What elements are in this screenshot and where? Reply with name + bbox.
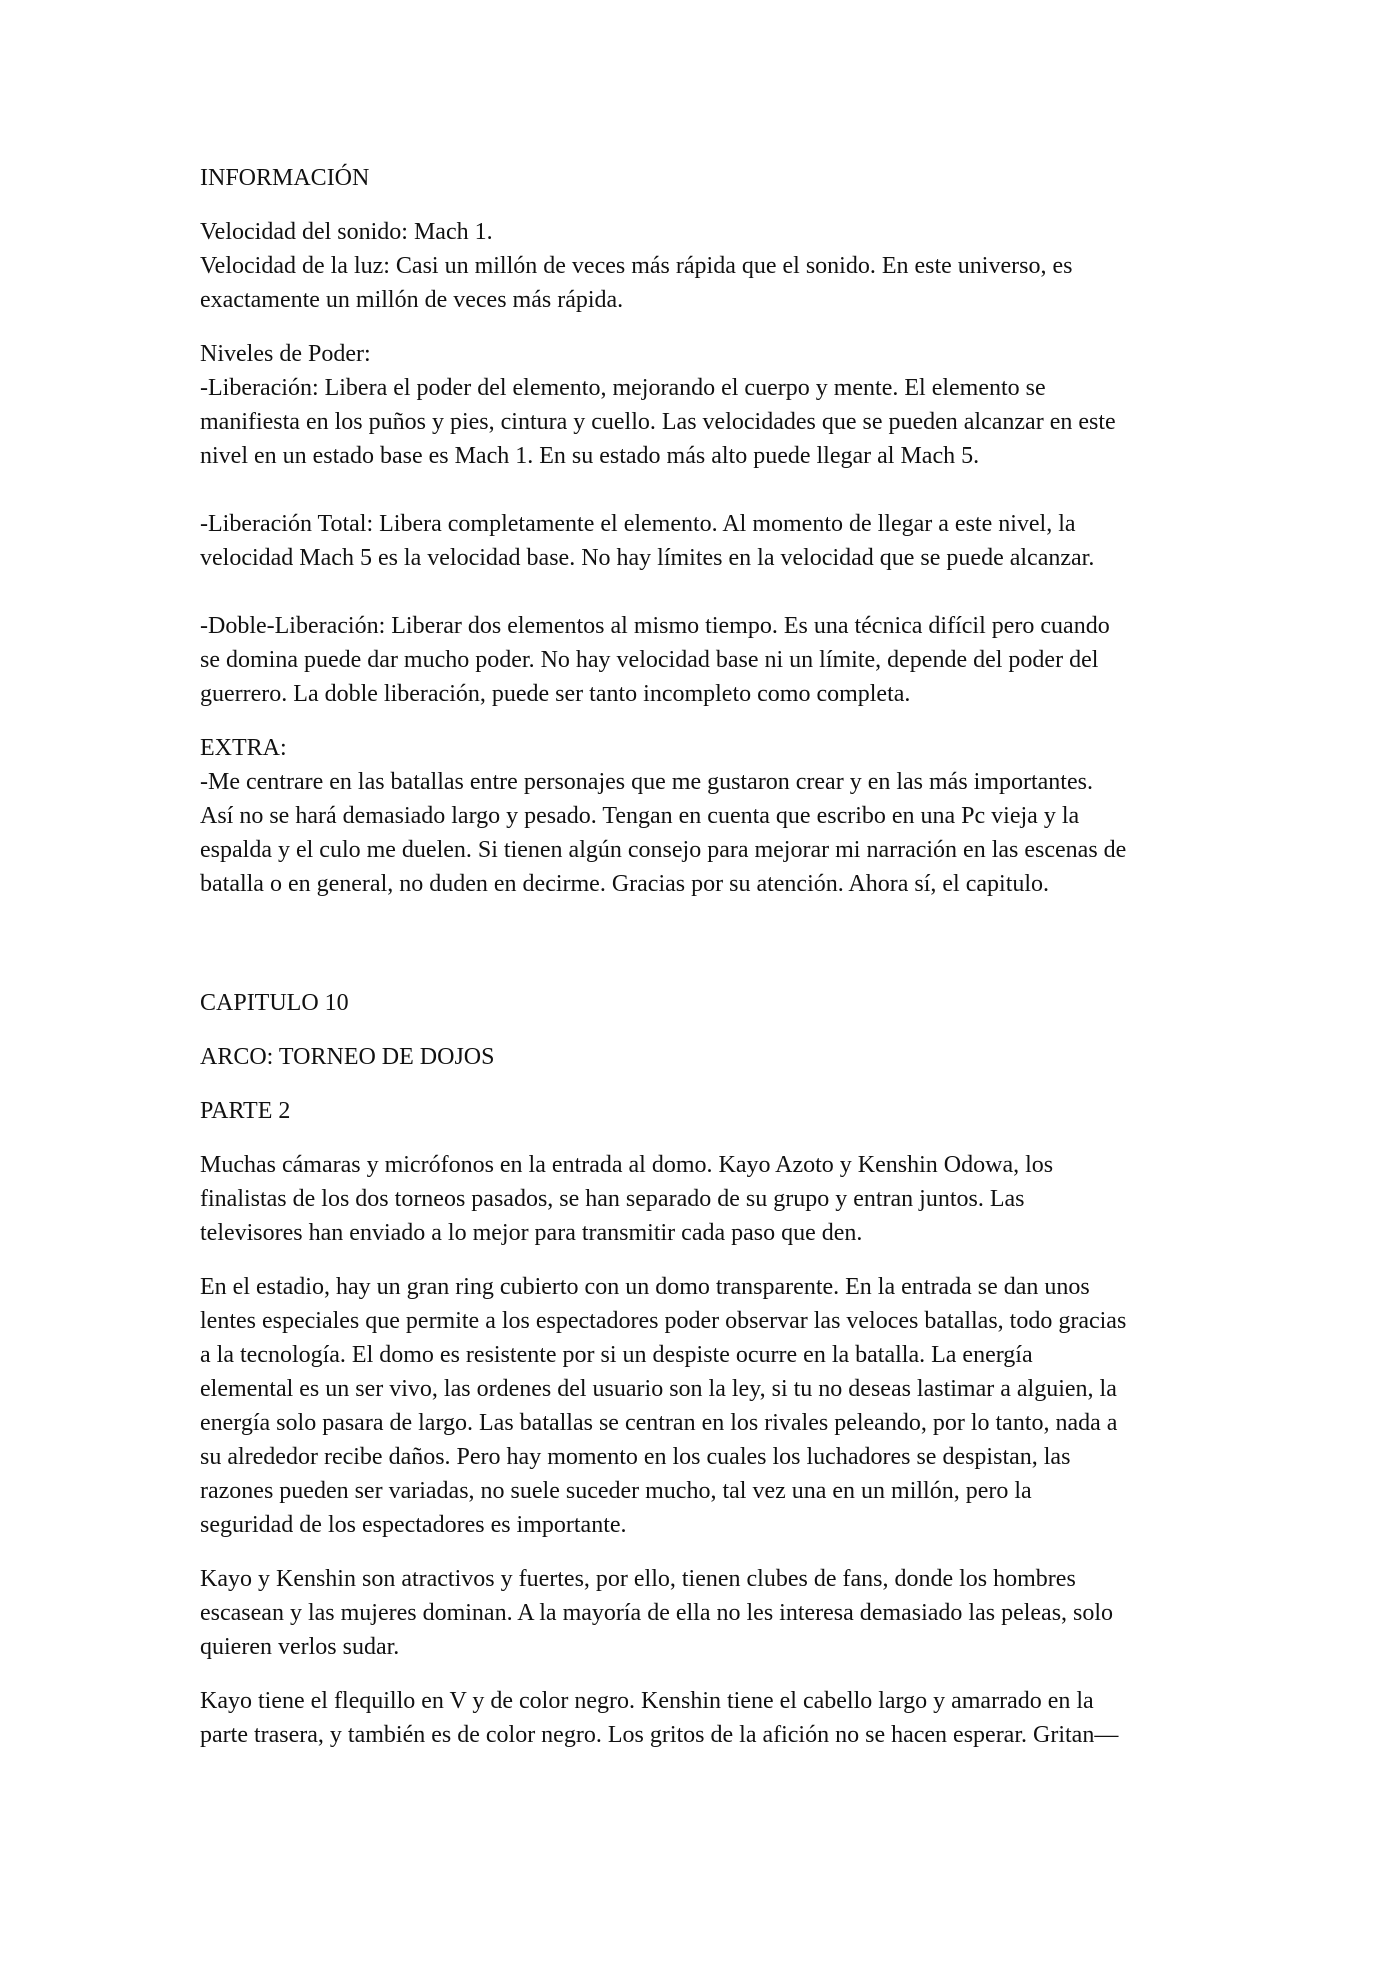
paragraph [200, 1562, 1210, 1664]
chapter-arc-block [200, 1040, 1210, 1074]
level-2-block [200, 507, 1210, 575]
paragraph-line: energía solo pasara de largo. Las batallas se centran en los rivales peleando, por lo tanto, nada a [200, 1410, 1118, 1436]
paragraph-line: a la tecnología. El domo es resistente por si un despiste ocurre en la batalla. La energía [200, 1342, 1033, 1368]
speed-line: Velocidad de la luz: Casi un millón de veces más rápida que el sonido. En este universo, es [200, 253, 1073, 279]
speeds-block [200, 215, 1210, 317]
level-2-line: -Liberación Total: Libera completamente el elemento. Al momento de llegar a este nivel, la [200, 511, 1076, 537]
chapter-arc: ARCO: TORNEO DE DOJOS [200, 1044, 495, 1070]
info-heading: INFORMACIÓN [200, 165, 370, 191]
level-3-line: -Doble-Liberación: Liberar dos elementos al mismo tiempo. Es una técnica difícil pero cuando [200, 613, 1110, 639]
page-content [200, 161, 1210, 1772]
paragraph-line: razones pueden ser variadas, no suele suceder mucho, tal vez una en un millón, pero la [200, 1478, 1032, 1504]
paragraph-line: televisores han enviado a lo mejor para transmitir cada paso que den. [200, 1220, 863, 1246]
extra-line: Así no se hará demasiado largo y pesado. Tengan en cuenta que escribo en una Pc vieja y la [200, 803, 1080, 829]
chapter-part-block [200, 1094, 1210, 1128]
extra-block [200, 731, 1210, 901]
extra-title: EXTRA: [200, 735, 287, 761]
info-heading-block [200, 161, 1210, 195]
level-1-line: nivel en un estado base es Mach 1. En su estado más alto puede llegar al Mach 5. [200, 443, 980, 469]
speed-line: exactamente un millón de veces más rápida. [200, 287, 624, 313]
paragraph [200, 1684, 1210, 1752]
paragraph-line: lentes especiales que permite a los espectadores poder observar las veloces batallas, todo gracias [200, 1308, 1127, 1334]
paragraph-line: Muchas cámaras y micrófonos en la entrada al domo. Kayo Azoto y Kenshin Odowa, los [200, 1152, 1054, 1178]
paragraph-line: escasean y las mujeres dominan. A la mayoría de ella no les interesa demasiado las peleas, solo [200, 1600, 1114, 1626]
extra-line: batalla o en general, no duden en decirme. Gracias por su atención. Ahora sí, el capitulo. [200, 871, 1050, 897]
speed-line: Velocidad del sonido: Mach 1. [200, 219, 493, 245]
paragraph-line: seguridad de los espectadores es importante. [200, 1512, 627, 1538]
paragraph-line: finalistas de los dos torneos pasados, se han separado de su grupo y entran juntos. Las [200, 1186, 1025, 1212]
level-1-line: manifiesta en los puños y pies, cintura y cuello. Las velocidades que se pueden alcanzar en este [200, 409, 1116, 435]
chapter-title-block [200, 986, 1210, 1020]
level-1-line: -Liberación: Libera el poder del elemento, mejorando el cuerpo y mente. El elemento se [200, 375, 1046, 401]
paragraph-line: Kayo y Kenshin son atractivos y fuertes, por ello, tienen clubes de fans, donde los hombres [200, 1566, 1076, 1592]
chapter-title: CAPITULO 10 [200, 990, 349, 1016]
extra-line: -Me centrare en las batallas entre personajes que me gustaron crear y en las más importantes. [200, 769, 1093, 795]
level-2-line: velocidad Mach 5 es la velocidad base. No hay límites en la velocidad que se puede alcanzar. [200, 545, 1095, 571]
paragraph-line: Kayo tiene el flequillo en V y de color negro. Kenshin tiene el cabello largo y amarrado en la [200, 1688, 1094, 1714]
paragraph-line: En el estadio, hay un gran ring cubierto con un domo transparente. En la entrada se dan unos [200, 1274, 1090, 1300]
level-3-block [200, 609, 1210, 711]
paragraph-line: elemental es un ser vivo, las ordenes del usuario son la ley, si tu no deseas lastimar a alguien, la [200, 1376, 1117, 1402]
paragraph [200, 1148, 1210, 1250]
level-3-line: se domina puede dar mucho poder. No hay velocidad base ni un límite, depende del poder del [200, 647, 1099, 673]
paragraph-line: quieren verlos sudar. [200, 1634, 400, 1660]
paragraph [200, 1270, 1210, 1542]
chapter-part: PARTE 2 [200, 1098, 291, 1124]
paragraph-line: su alrededor recibe daños. Pero hay momento en los cuales los luchadores se despistan, las [200, 1444, 1071, 1470]
levels-title: Niveles de Poder: [200, 341, 371, 367]
extra-line: espalda y el culo me duelen. Si tienen algún consejo para mejorar mi narración en las escenas de [200, 837, 1127, 863]
level-1-block [200, 337, 1210, 473]
level-3-line: guerrero. La doble liberación, puede ser tanto incompleto como completa. [200, 681, 911, 707]
paragraph-line: parte trasera, y también es de color negro. Los gritos de la afición no se hacen esperar. Gritan— [200, 1722, 1119, 1748]
